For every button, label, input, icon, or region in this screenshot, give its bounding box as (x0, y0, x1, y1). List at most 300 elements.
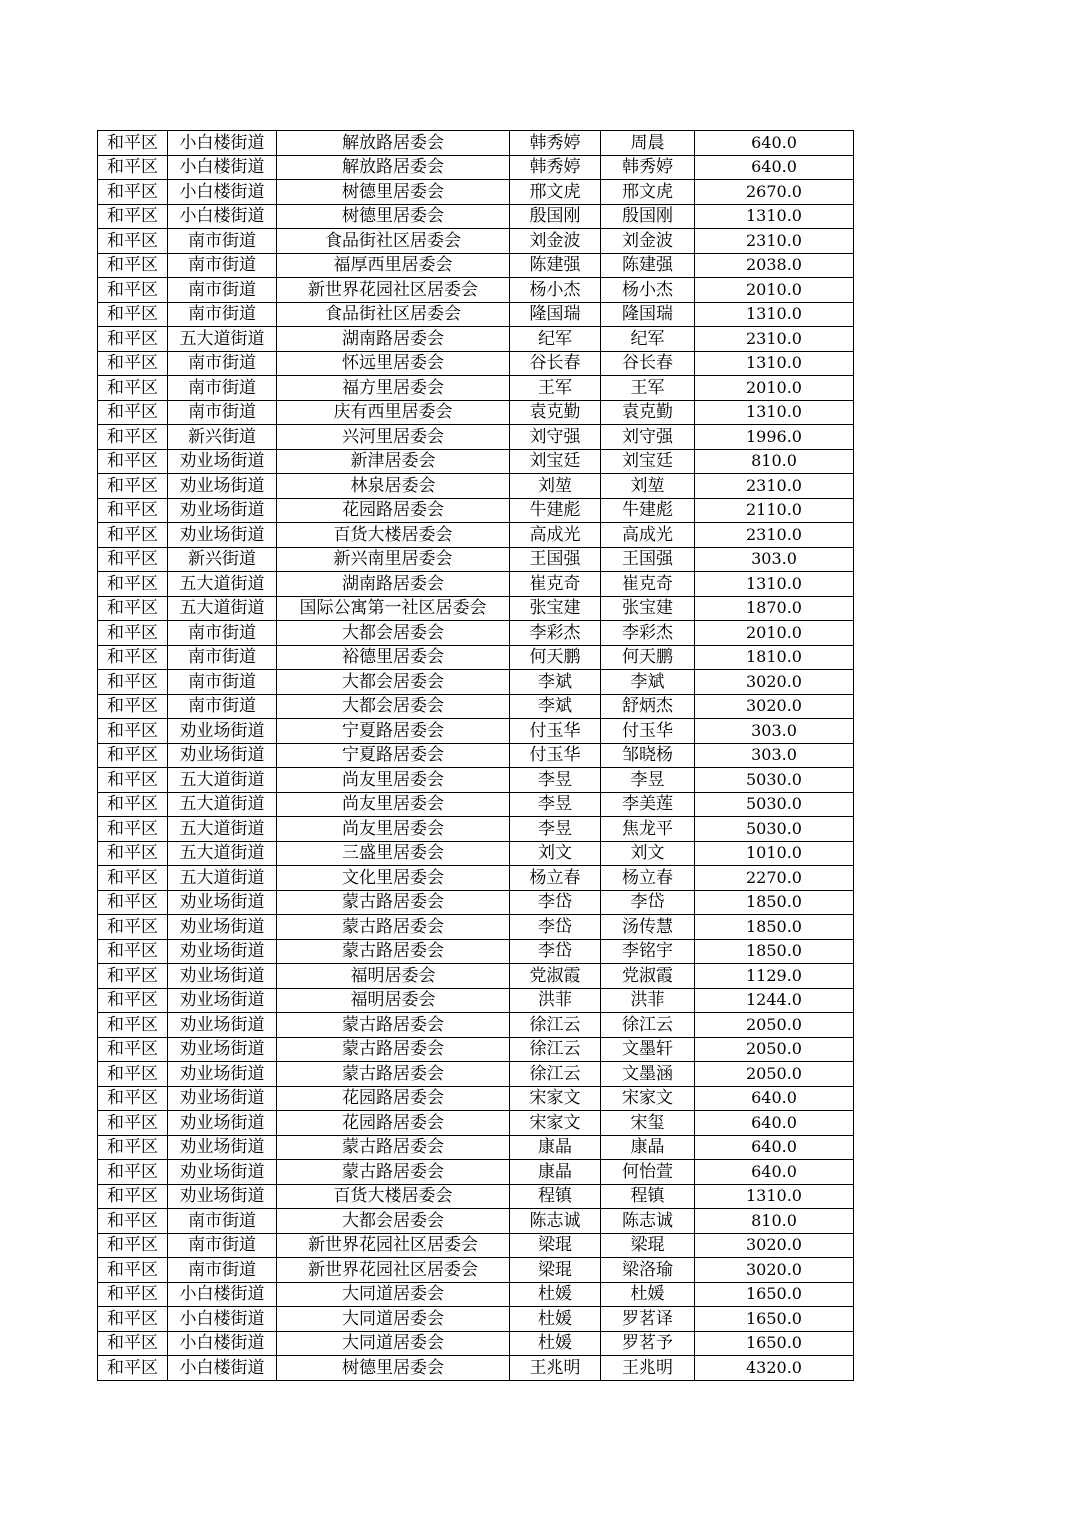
district-cell: 和平区 (98, 1062, 168, 1087)
member-cell: 邹晓杨 (601, 743, 695, 768)
applicant-cell: 刘宝廷 (510, 449, 601, 474)
street-cell: 南市街道 (168, 302, 277, 327)
street-cell: 小白楼街道 (168, 180, 277, 205)
district-cell: 和平区 (98, 131, 168, 156)
table-row (98, 425, 854, 450)
committee-cell: 大同道居委会 (277, 1331, 510, 1356)
amount-cell: 1650.0 (695, 1282, 854, 1307)
applicant-cell: 袁克勤 (510, 400, 601, 425)
street-cell: 劝业场街道 (168, 939, 277, 964)
district-cell: 和平区 (98, 523, 168, 548)
table-row (98, 1331, 854, 1356)
member-cell: 党淑霞 (601, 964, 695, 989)
committee-cell: 庆有西里居委会 (277, 400, 510, 425)
table-row (98, 915, 854, 940)
member-cell: 刘宝廷 (601, 449, 695, 474)
street-cell: 劝业场街道 (168, 523, 277, 548)
member-cell: 杨立春 (601, 866, 695, 891)
district-cell: 和平区 (98, 474, 168, 499)
committee-cell: 蒙古路居委会 (277, 1135, 510, 1160)
member-cell: 崔克奇 (601, 572, 695, 597)
street-cell: 五大道街道 (168, 817, 277, 842)
district-cell: 和平区 (98, 988, 168, 1013)
street-cell: 南市街道 (168, 1233, 277, 1258)
street-cell: 劝业场街道 (168, 474, 277, 499)
applicant-cell: 纪军 (510, 327, 601, 352)
applicant-cell: 杨小杰 (510, 278, 601, 303)
member-cell: 陈志诚 (601, 1209, 695, 1234)
amount-cell: 2110.0 (695, 498, 854, 523)
member-cell: 杜媛 (601, 1282, 695, 1307)
applicant-cell: 杨立春 (510, 866, 601, 891)
district-cell: 和平区 (98, 792, 168, 817)
committee-cell: 花园路居委会 (277, 1086, 510, 1111)
amount-cell: 1310.0 (695, 204, 854, 229)
table-row (98, 1111, 854, 1136)
district-cell: 和平区 (98, 278, 168, 303)
district-cell: 和平区 (98, 327, 168, 352)
applicant-cell: 梁琨 (510, 1258, 601, 1283)
committee-cell: 蒙古路居委会 (277, 1062, 510, 1087)
table-row (98, 694, 854, 719)
member-cell: 文墨涵 (601, 1062, 695, 1087)
committee-cell: 新世界花园社区居委会 (277, 1233, 510, 1258)
committee-cell: 蒙古路居委会 (277, 939, 510, 964)
member-cell: 袁克勤 (601, 400, 695, 425)
committee-cell: 大都会居委会 (277, 670, 510, 695)
street-cell: 劝业场街道 (168, 915, 277, 940)
amount-cell: 3020.0 (695, 670, 854, 695)
committee-cell: 福明居委会 (277, 964, 510, 989)
table-row (98, 498, 854, 523)
district-cell: 和平区 (98, 1037, 168, 1062)
table-row (98, 1086, 854, 1111)
committee-cell: 食品街社区居委会 (277, 229, 510, 254)
district-cell: 和平区 (98, 1209, 168, 1234)
applicant-cell: 刘金波 (510, 229, 601, 254)
committee-cell: 林泉居委会 (277, 474, 510, 499)
street-cell: 五大道街道 (168, 866, 277, 891)
committee-cell: 大都会居委会 (277, 694, 510, 719)
committee-cell: 蒙古路居委会 (277, 915, 510, 940)
committee-cell: 大都会居委会 (277, 621, 510, 646)
amount-cell: 2038.0 (695, 253, 854, 278)
committee-cell: 大同道居委会 (277, 1307, 510, 1332)
member-cell: 王军 (601, 376, 695, 401)
member-cell: 梁洛瑜 (601, 1258, 695, 1283)
table-row (98, 866, 854, 891)
member-cell: 焦龙平 (601, 817, 695, 842)
table-row (98, 670, 854, 695)
table-row (98, 278, 854, 303)
committee-cell: 宁夏路居委会 (277, 743, 510, 768)
amount-cell: 640.0 (695, 131, 854, 156)
table-row (98, 351, 854, 376)
committee-cell: 树德里居委会 (277, 180, 510, 205)
table-row (98, 302, 854, 327)
amount-cell: 1010.0 (695, 841, 854, 866)
street-cell: 南市街道 (168, 670, 277, 695)
table-row (98, 988, 854, 1013)
street-cell: 五大道街道 (168, 596, 277, 621)
street-cell: 新兴街道 (168, 425, 277, 450)
applicant-cell: 牛建彪 (510, 498, 601, 523)
amount-cell: 3020.0 (695, 1233, 854, 1258)
district-cell: 和平区 (98, 498, 168, 523)
applicant-cell: 洪菲 (510, 988, 601, 1013)
district-cell: 和平区 (98, 817, 168, 842)
table-row (98, 890, 854, 915)
street-cell: 劝业场街道 (168, 1111, 277, 1136)
table-row (98, 1356, 854, 1381)
member-cell: 程镇 (601, 1184, 695, 1209)
amount-cell: 1870.0 (695, 596, 854, 621)
district-cell: 和平区 (98, 1307, 168, 1332)
amount-cell: 640.0 (695, 1160, 854, 1185)
amount-cell: 2050.0 (695, 1037, 854, 1062)
committee-cell: 文化里居委会 (277, 866, 510, 891)
applicant-cell: 杜媛 (510, 1331, 601, 1356)
district-cell: 和平区 (98, 449, 168, 474)
member-cell: 文墨轩 (601, 1037, 695, 1062)
applicant-cell: 李岱 (510, 939, 601, 964)
table-row (98, 792, 854, 817)
table-row (98, 1282, 854, 1307)
applicant-cell: 杜媛 (510, 1307, 601, 1332)
applicant-cell: 付玉华 (510, 719, 601, 744)
table-row (98, 719, 854, 744)
table-row (98, 1209, 854, 1234)
applicant-cell: 康晶 (510, 1135, 601, 1160)
district-cell: 和平区 (98, 694, 168, 719)
committee-cell: 树德里居委会 (277, 1356, 510, 1381)
district-cell: 和平区 (98, 939, 168, 964)
amount-cell: 640.0 (695, 1111, 854, 1136)
member-cell: 杨小杰 (601, 278, 695, 303)
amount-cell: 5030.0 (695, 792, 854, 817)
street-cell: 劝业场街道 (168, 1160, 277, 1185)
street-cell: 小白楼街道 (168, 1331, 277, 1356)
member-cell: 宋玺 (601, 1111, 695, 1136)
applicant-cell: 王军 (510, 376, 601, 401)
amount-cell: 2010.0 (695, 376, 854, 401)
applicant-cell: 李斌 (510, 670, 601, 695)
amount-cell: 303.0 (695, 743, 854, 768)
amount-cell: 1310.0 (695, 351, 854, 376)
member-cell: 汤传慧 (601, 915, 695, 940)
district-cell: 和平区 (98, 351, 168, 376)
table-row (98, 449, 854, 474)
committee-cell: 食品街社区居委会 (277, 302, 510, 327)
committee-cell: 蒙古路居委会 (277, 1013, 510, 1038)
applicant-cell: 何天鹏 (510, 645, 601, 670)
member-cell: 罗茗译 (601, 1307, 695, 1332)
table-row (98, 1037, 854, 1062)
street-cell: 劝业场街道 (168, 449, 277, 474)
member-cell: 宋家文 (601, 1086, 695, 1111)
applicant-cell: 韩秀婷 (510, 155, 601, 180)
table-row (98, 645, 854, 670)
street-cell: 劝业场街道 (168, 743, 277, 768)
applicant-cell: 李岱 (510, 890, 601, 915)
committee-cell: 新兴南里居委会 (277, 547, 510, 572)
member-cell: 李铭宇 (601, 939, 695, 964)
applicant-cell: 陈建强 (510, 253, 601, 278)
amount-cell: 1310.0 (695, 302, 854, 327)
district-cell: 和平区 (98, 425, 168, 450)
street-cell: 劝业场街道 (168, 719, 277, 744)
amount-cell: 5030.0 (695, 768, 854, 793)
district-cell: 和平区 (98, 1013, 168, 1038)
street-cell: 南市街道 (168, 278, 277, 303)
committee-cell: 花园路居委会 (277, 1111, 510, 1136)
amount-cell: 1310.0 (695, 1184, 854, 1209)
table-body (98, 131, 854, 1381)
committee-cell: 树德里居委会 (277, 204, 510, 229)
amount-cell: 1810.0 (695, 645, 854, 670)
amount-cell: 2310.0 (695, 327, 854, 352)
applicant-cell: 李昱 (510, 792, 601, 817)
member-cell: 何怡萱 (601, 1160, 695, 1185)
table-row (98, 768, 854, 793)
amount-cell: 640.0 (695, 1086, 854, 1111)
member-cell: 邢文虎 (601, 180, 695, 205)
member-cell: 张宝建 (601, 596, 695, 621)
amount-cell: 1650.0 (695, 1307, 854, 1332)
street-cell: 南市街道 (168, 645, 277, 670)
amount-cell: 2010.0 (695, 278, 854, 303)
member-cell: 陈建强 (601, 253, 695, 278)
table-row (98, 1160, 854, 1185)
district-cell: 和平区 (98, 400, 168, 425)
table-row (98, 1184, 854, 1209)
street-cell: 五大道街道 (168, 572, 277, 597)
member-cell: 付玉华 (601, 719, 695, 744)
applicant-cell: 张宝建 (510, 596, 601, 621)
committee-cell: 解放路居委会 (277, 131, 510, 156)
street-cell: 五大道街道 (168, 841, 277, 866)
table-row (98, 253, 854, 278)
applicant-cell: 陈志诚 (510, 1209, 601, 1234)
member-cell: 徐江云 (601, 1013, 695, 1038)
member-cell: 李彩杰 (601, 621, 695, 646)
committee-cell: 国际公寓第一社区居委会 (277, 596, 510, 621)
table-row (98, 964, 854, 989)
street-cell: 劝业场街道 (168, 1135, 277, 1160)
committee-cell: 尚友里居委会 (277, 792, 510, 817)
applicant-cell: 隆国瑞 (510, 302, 601, 327)
district-cell: 和平区 (98, 1135, 168, 1160)
table-row (98, 596, 854, 621)
member-cell: 舒炳杰 (601, 694, 695, 719)
district-cell: 和平区 (98, 645, 168, 670)
applicant-cell: 徐江云 (510, 1037, 601, 1062)
committee-cell: 大同道居委会 (277, 1282, 510, 1307)
street-cell: 劝业场街道 (168, 1037, 277, 1062)
table-row (98, 841, 854, 866)
table-row (98, 1062, 854, 1087)
table-row (98, 327, 854, 352)
street-cell: 南市街道 (168, 376, 277, 401)
member-cell: 梁琨 (601, 1233, 695, 1258)
committee-cell: 福厚西里居委会 (277, 253, 510, 278)
table-row (98, 547, 854, 572)
amount-cell: 640.0 (695, 155, 854, 180)
street-cell: 新兴街道 (168, 547, 277, 572)
member-cell: 谷长春 (601, 351, 695, 376)
amount-cell: 1244.0 (695, 988, 854, 1013)
applicant-cell: 李昱 (510, 817, 601, 842)
street-cell: 南市街道 (168, 253, 277, 278)
street-cell: 小白楼街道 (168, 204, 277, 229)
member-cell: 康晶 (601, 1135, 695, 1160)
amount-cell: 2310.0 (695, 474, 854, 499)
amount-cell: 3020.0 (695, 1258, 854, 1283)
amount-cell: 2050.0 (695, 1013, 854, 1038)
street-cell: 劝业场街道 (168, 1062, 277, 1087)
member-cell: 李美莲 (601, 792, 695, 817)
district-cell: 和平区 (98, 302, 168, 327)
amount-cell: 2050.0 (695, 1062, 854, 1087)
district-cell: 和平区 (98, 1258, 168, 1283)
amount-cell: 2270.0 (695, 866, 854, 891)
street-cell: 五大道街道 (168, 327, 277, 352)
district-cell: 和平区 (98, 1160, 168, 1185)
district-cell: 和平区 (98, 1356, 168, 1381)
street-cell: 劝业场街道 (168, 1086, 277, 1111)
member-cell: 牛建彪 (601, 498, 695, 523)
member-cell: 刘守强 (601, 425, 695, 450)
district-cell: 和平区 (98, 180, 168, 205)
applicant-cell: 谷长春 (510, 351, 601, 376)
committee-cell: 裕德里居委会 (277, 645, 510, 670)
committee-cell: 兴河里居委会 (277, 425, 510, 450)
applicant-cell: 刘文 (510, 841, 601, 866)
committee-cell: 新世界花园社区居委会 (277, 1258, 510, 1283)
amount-cell: 2010.0 (695, 621, 854, 646)
district-cell: 和平区 (98, 253, 168, 278)
committee-cell: 福明居委会 (277, 988, 510, 1013)
table-row (98, 1307, 854, 1332)
table-row (98, 376, 854, 401)
table-row (98, 229, 854, 254)
committee-cell: 新津居委会 (277, 449, 510, 474)
amount-cell: 2310.0 (695, 523, 854, 548)
member-cell: 罗茗予 (601, 1331, 695, 1356)
amount-cell: 640.0 (695, 1135, 854, 1160)
amount-cell: 303.0 (695, 547, 854, 572)
amount-cell: 303.0 (695, 719, 854, 744)
amount-cell: 1850.0 (695, 890, 854, 915)
street-cell: 南市街道 (168, 400, 277, 425)
applicant-cell: 李斌 (510, 694, 601, 719)
district-cell: 和平区 (98, 866, 168, 891)
district-cell: 和平区 (98, 1086, 168, 1111)
committee-cell: 解放路居委会 (277, 155, 510, 180)
amount-cell: 1850.0 (695, 915, 854, 940)
district-cell: 和平区 (98, 841, 168, 866)
member-cell: 殷国刚 (601, 204, 695, 229)
table-row (98, 155, 854, 180)
street-cell: 五大道街道 (168, 792, 277, 817)
street-cell: 五大道街道 (168, 768, 277, 793)
committee-cell: 三盛里居委会 (277, 841, 510, 866)
district-cell: 和平区 (98, 596, 168, 621)
amount-cell: 5030.0 (695, 817, 854, 842)
street-cell: 小白楼街道 (168, 1356, 277, 1381)
amount-cell: 1650.0 (695, 1331, 854, 1356)
district-cell: 和平区 (98, 915, 168, 940)
street-cell: 南市街道 (168, 229, 277, 254)
committee-cell: 百货大楼居委会 (277, 1184, 510, 1209)
applicant-cell: 宋家文 (510, 1086, 601, 1111)
district-cell: 和平区 (98, 572, 168, 597)
district-cell: 和平区 (98, 1184, 168, 1209)
table-row (98, 180, 854, 205)
member-cell: 李昱 (601, 768, 695, 793)
amount-cell: 810.0 (695, 449, 854, 474)
amount-cell: 1996.0 (695, 425, 854, 450)
member-cell: 隆国瑞 (601, 302, 695, 327)
member-cell: 刘金波 (601, 229, 695, 254)
member-cell: 纪军 (601, 327, 695, 352)
committee-cell: 湖南路居委会 (277, 327, 510, 352)
applicant-cell: 党淑霞 (510, 964, 601, 989)
data-table (97, 130, 854, 1381)
district-cell: 和平区 (98, 719, 168, 744)
district-cell: 和平区 (98, 1282, 168, 1307)
district-cell: 和平区 (98, 964, 168, 989)
applicant-cell: 殷国刚 (510, 204, 601, 229)
applicant-cell: 李岱 (510, 915, 601, 940)
committee-cell: 蒙古路居委会 (277, 1160, 510, 1185)
committee-cell: 蒙古路居委会 (277, 890, 510, 915)
street-cell: 小白楼街道 (168, 131, 277, 156)
street-cell: 劝业场街道 (168, 1184, 277, 1209)
applicant-cell: 宋家文 (510, 1111, 601, 1136)
applicant-cell: 杜媛 (510, 1282, 601, 1307)
member-cell: 周晨 (601, 131, 695, 156)
district-cell: 和平区 (98, 1331, 168, 1356)
street-cell: 劝业场街道 (168, 890, 277, 915)
table-row (98, 523, 854, 548)
amount-cell: 4320.0 (695, 1356, 854, 1381)
table-row (98, 1233, 854, 1258)
street-cell: 南市街道 (168, 621, 277, 646)
committee-cell: 新世界花园社区居委会 (277, 278, 510, 303)
committee-cell: 尚友里居委会 (277, 768, 510, 793)
amount-cell: 1310.0 (695, 400, 854, 425)
table-row (98, 817, 854, 842)
table-row (98, 572, 854, 597)
table-row (98, 474, 854, 499)
table-row (98, 204, 854, 229)
member-cell: 李岱 (601, 890, 695, 915)
table-row (98, 743, 854, 768)
committee-cell: 宁夏路居委会 (277, 719, 510, 744)
district-cell: 和平区 (98, 229, 168, 254)
street-cell: 小白楼街道 (168, 1282, 277, 1307)
committee-cell: 福方里居委会 (277, 376, 510, 401)
street-cell: 劝业场街道 (168, 498, 277, 523)
street-cell: 劝业场街道 (168, 1013, 277, 1038)
street-cell: 南市街道 (168, 351, 277, 376)
applicant-cell: 康晶 (510, 1160, 601, 1185)
member-cell: 何天鹏 (601, 645, 695, 670)
table-row (98, 400, 854, 425)
committee-cell: 怀远里居委会 (277, 351, 510, 376)
member-cell: 洪菲 (601, 988, 695, 1013)
